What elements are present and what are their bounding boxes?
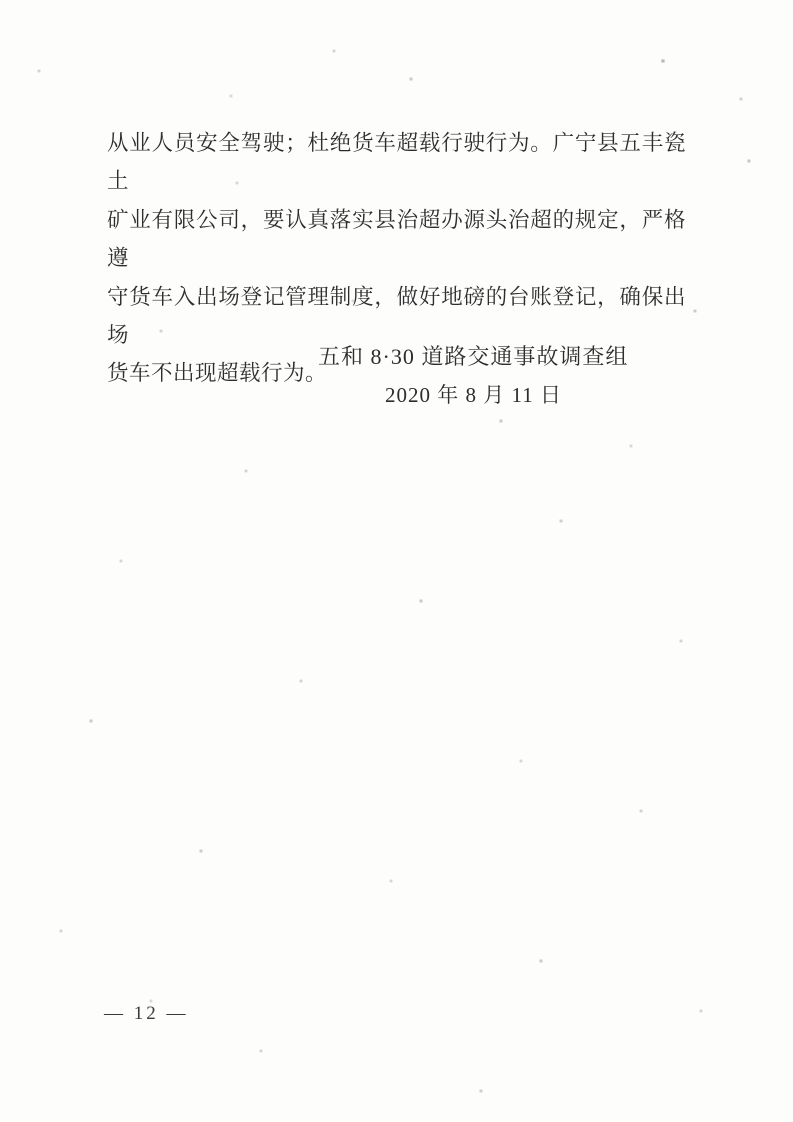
body-line-4: 货车不出现超载行为。 [107, 361, 328, 386]
body-line-1: 从业人员安全驾驶；杜绝货车超载行驶行为。广宁县五丰瓷土 [107, 131, 686, 194]
page-number: — 12 — [104, 1003, 189, 1024]
body-line-2: 矿业有限公司，要认真落实县治超办源头治超的规定，严格遵 [107, 207, 686, 271]
document-date: 2020 年 8 月 11 日 [385, 383, 562, 407]
scan-noise-speckles [0, 0, 2, 2]
signature-investigation-group: 五和 8·30 道路交通事故调查组 [318, 344, 629, 369]
body-line-3: 守货车入出场登记管理制度，做好地磅的台账登记，确保出场 [107, 284, 686, 348]
